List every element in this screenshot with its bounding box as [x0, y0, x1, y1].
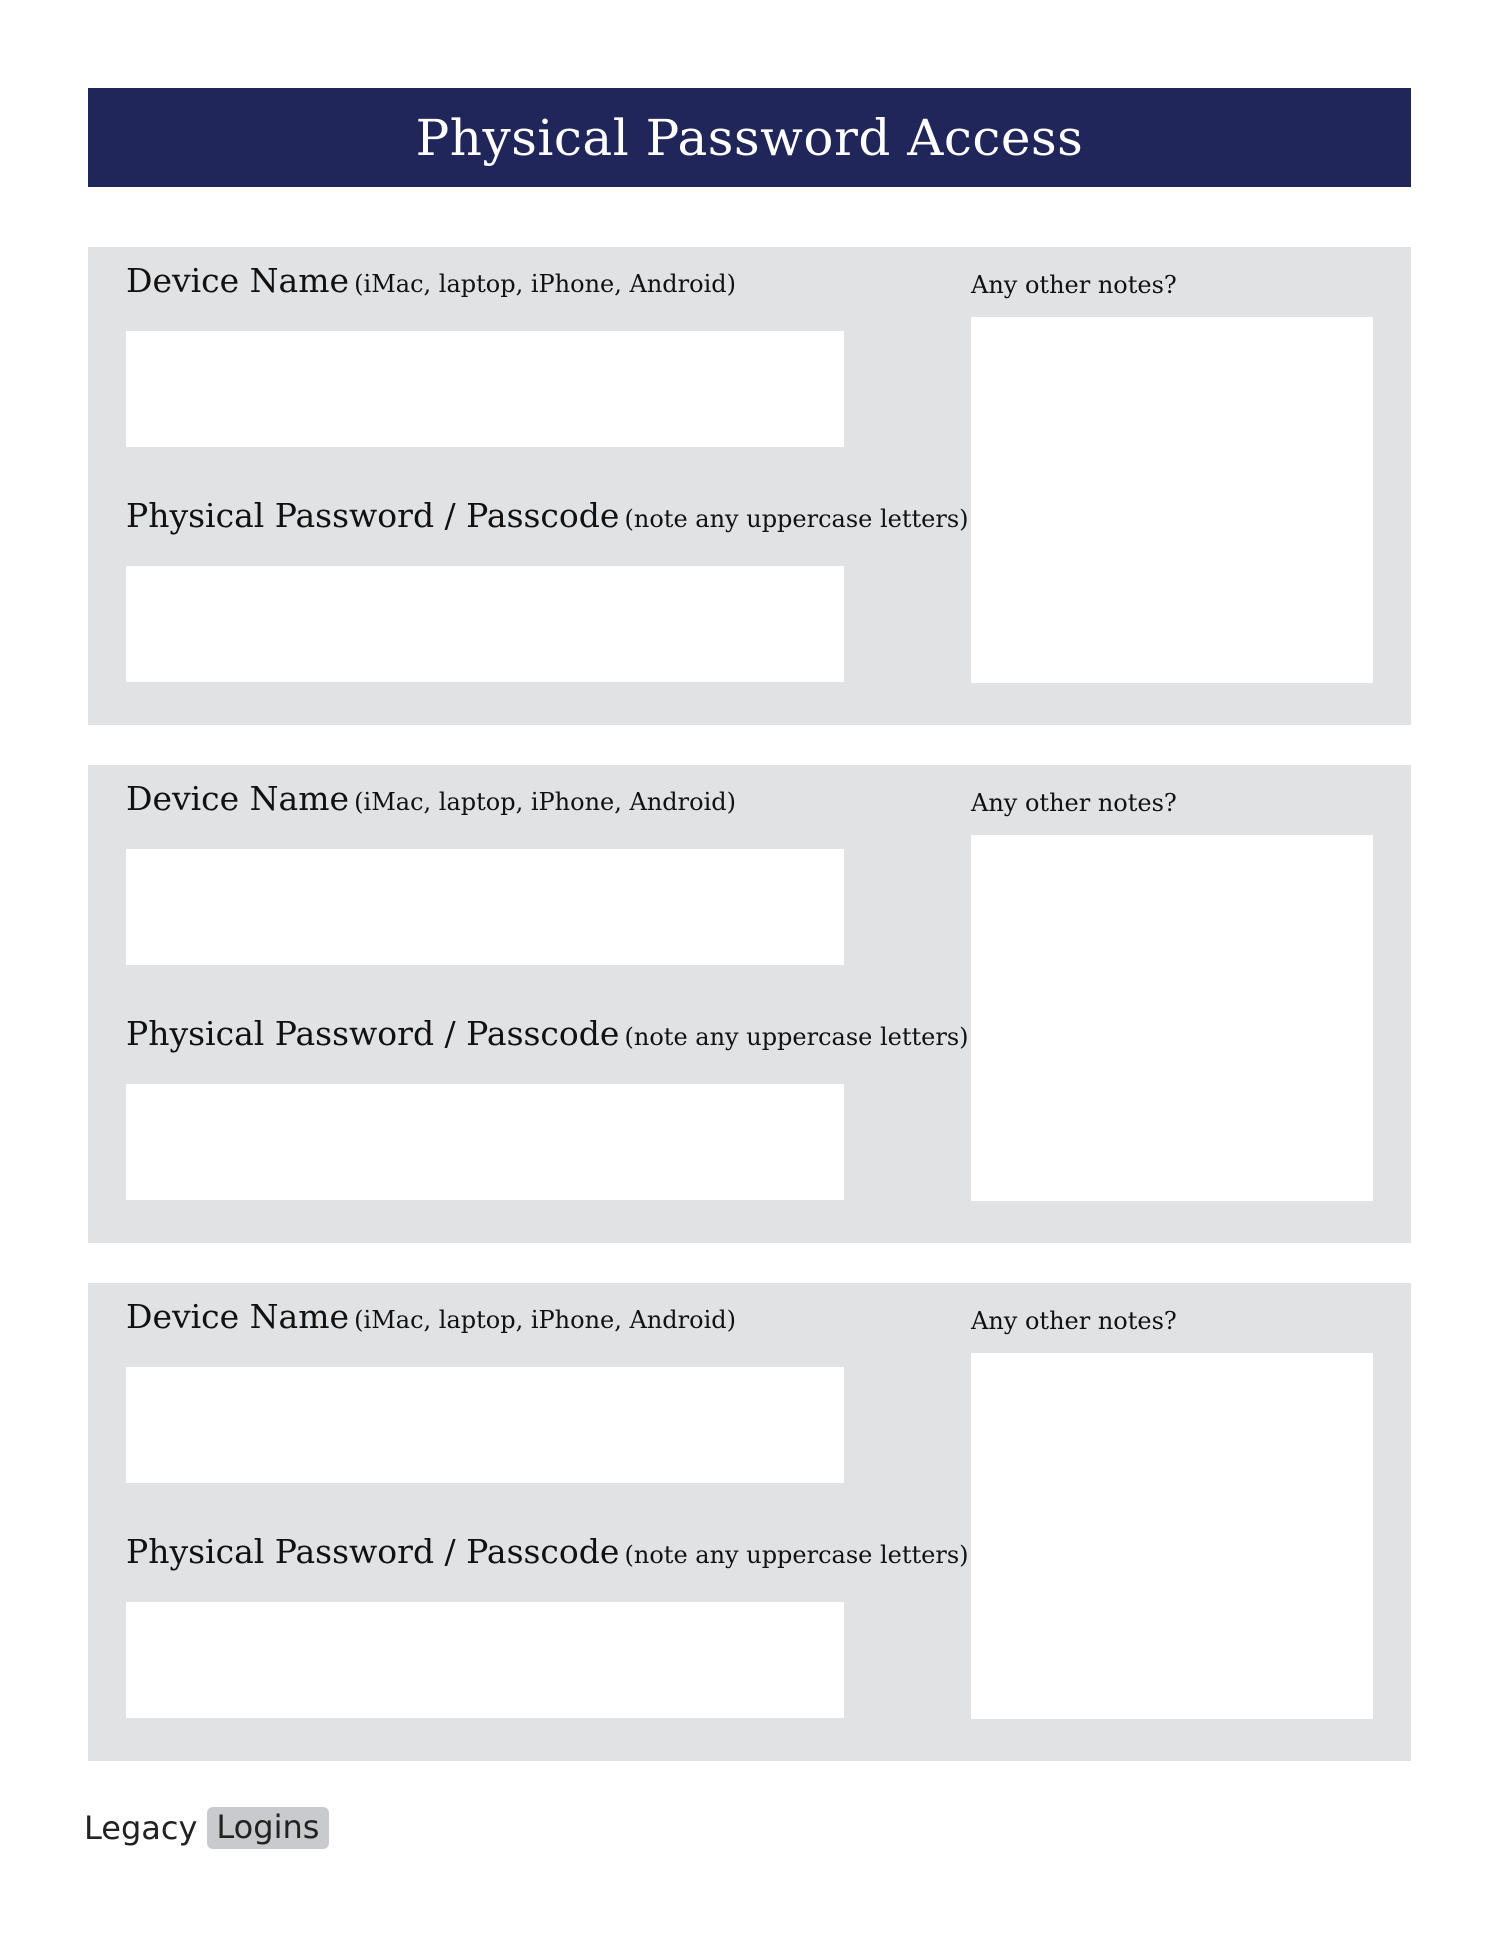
device-card-1: [88, 247, 1411, 725]
password-label-text: Physical Password / Passcode: [126, 1532, 620, 1571]
notes-field[interactable]: [971, 317, 1373, 683]
device-card-2: [88, 765, 1411, 1243]
device-name-hint: (iMac, laptop, iPhone, Android): [354, 788, 736, 816]
notes-label: Any other notes?: [971, 271, 1177, 299]
logo-word-legacy: Legacy: [84, 1809, 198, 1847]
notes-field[interactable]: [971, 1353, 1373, 1719]
notes-field[interactable]: [971, 835, 1373, 1201]
device-card-3: [88, 1283, 1411, 1761]
notes-label: Any other notes?: [971, 1307, 1177, 1335]
password-label-text: Physical Password / Passcode: [126, 1014, 620, 1053]
device-name-hint: (iMac, laptop, iPhone, Android): [354, 1306, 736, 1334]
password-label: [126, 1532, 969, 1571]
page-title: Physical Password Access: [415, 108, 1084, 167]
device-name-label: [126, 261, 736, 300]
brand-logo: [84, 1807, 329, 1849]
device-name-label: [126, 779, 736, 818]
password-hint: (note any uppercase letters): [624, 1023, 969, 1051]
device-name-field[interactable]: [126, 1367, 844, 1483]
device-name-label-text: Device Name: [126, 261, 350, 300]
password-field[interactable]: [126, 566, 844, 682]
device-name-label: [126, 1297, 736, 1336]
password-field[interactable]: [126, 1602, 844, 1718]
password-hint: (note any uppercase letters): [624, 1541, 969, 1569]
page-header: [88, 88, 1411, 187]
logo-word-logins: Logins: [207, 1807, 329, 1849]
device-name-label-text: Device Name: [126, 779, 350, 818]
password-label-text: Physical Password / Passcode: [126, 496, 620, 535]
password-label: [126, 1014, 969, 1053]
password-field[interactable]: [126, 1084, 844, 1200]
device-name-label-text: Device Name: [126, 1297, 350, 1336]
device-name-field[interactable]: [126, 849, 844, 965]
password-hint: (note any uppercase letters): [624, 505, 969, 533]
device-name-hint: (iMac, laptop, iPhone, Android): [354, 270, 736, 298]
device-name-field[interactable]: [126, 331, 844, 447]
notes-label: Any other notes?: [971, 789, 1177, 817]
password-label: [126, 496, 969, 535]
